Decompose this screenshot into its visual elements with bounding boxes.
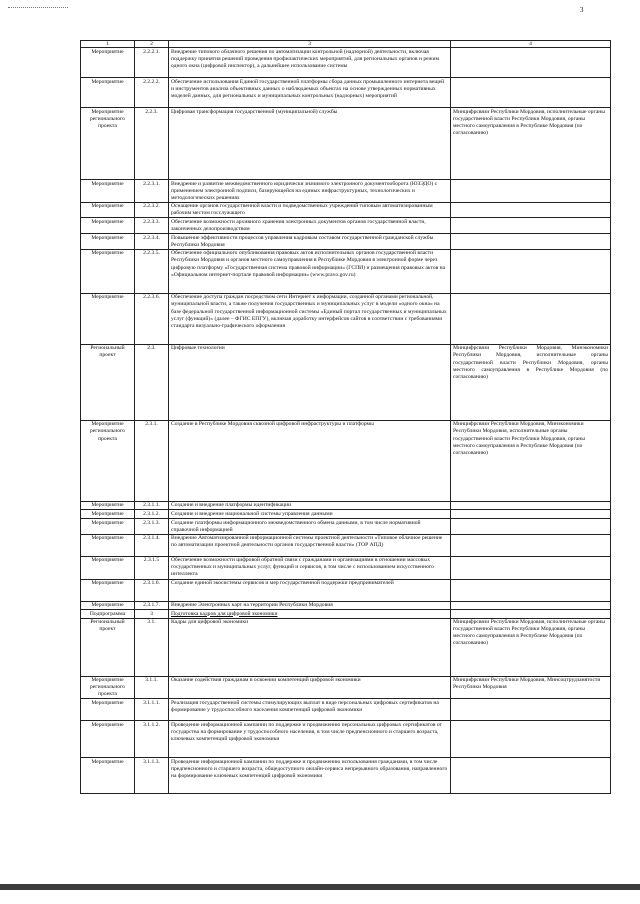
row-number-cell: 2.2.3.3. [135,218,169,234]
row-description-cell: Обеспечение официального опубликования правовых актов исполнительных органов государственной власти Республики Мордовия и органов местного самоуправления в Республике Мордовия в электронной форме через цифровую платформу «Государственная система правовой информации» (ГСПИ) и размещения правовых актов на «Официальном интернет-портале правовой информации» (www.pravo.gov.ru) [169,249,451,293]
row-type-cell: Мероприятие [81,758,135,794]
table-row [81,234,611,250]
row-number-cell: 3.1.1.1. [135,699,169,721]
row-description-cell: Внедрение типового облачного решения по автоматизации контрольной (надзорной) деятельности, включая поддержку принятия решений проведения профилактических мероприятий, для региональных органов и режим одного окна (цифровой инспектор), а дальнейшее использование системы [169,48,451,78]
column-header-2: 2 [135,41,169,48]
row-type-cell: Мероприятие [81,534,135,556]
table-row [81,676,611,699]
row-responsible-cell [451,501,611,510]
row-number-cell: 2.3.1.1. [135,501,169,510]
row-number-cell: 2.3.1.4. [135,534,169,556]
table-row [81,618,611,676]
table-row [81,420,611,501]
row-type-cell: Региональный проект [81,344,135,420]
row-responsible-cell [451,579,611,601]
row-number-cell: 2.3.1.6. [135,579,169,601]
program-measures-table [80,40,611,794]
row-responsible-cell [451,534,611,556]
row-type-cell: Мероприятие [81,180,135,203]
row-responsible-cell: Минцифрсвязи Республики Мордовия, исполнительные органы государственной власти Республики Мордовия, органы местного самоуправления в Республике Мордовия (по согласованию) [451,108,611,180]
row-type-cell: Подпрограмма [81,610,135,619]
row-description-cell: Внедрение Электронных карт на территории Республики Мордовия [169,601,451,610]
row-description-cell: Внедрение Автоматизированной информационной системы проектной деятельности «Типовое облачное решение по автоматизации проектной деятельности органов государственной власти» (ТОР АПД) [169,534,451,556]
row-description-cell: Создание единой экосистемы сервисов и мер государственной поддержки предпринимателей [169,579,451,601]
row-type-cell: Мероприятие [81,78,135,108]
table-row [81,510,611,519]
row-responsible-cell [451,202,611,218]
column-header-3: 3 [169,41,451,48]
row-number-cell: 2.2.2.1. [135,48,169,78]
row-type-cell: Мероприятие [81,218,135,234]
row-responsible-cell [451,601,611,610]
table-row [81,601,611,610]
table-row [81,180,611,203]
table-row [81,519,611,535]
table-row [81,78,611,108]
row-number-cell: 2.3.1.3. [135,519,169,535]
table-row [81,501,611,510]
row-description-cell: Повышение эффективности процессов управления кадровым составом государственной гражданской службы Республики Мордовия [169,234,451,250]
row-type-cell: Мероприятие регионального проекта [81,420,135,501]
row-type-cell: Мероприятие [81,519,135,535]
row-type-cell: Мероприятие [81,721,135,758]
row-number-cell: 3.1.1.2. [135,721,169,758]
row-description-cell: Оснащение органов государственной власти и подведомственных учреждений типовым автоматизированным рабочим местом госслужащего [169,202,451,218]
table-row [81,202,611,218]
row-responsible-cell: Минцифрсвязи Республики Мордовия, Минэкономики Республики Мордовия, исполнительные органы государственной власти Республики Мордовия, органы местного самоуправления в Республике Мордовия (по согласованию) [451,344,611,420]
row-responsible-cell [451,610,611,619]
row-type-cell: Мероприятие [81,510,135,519]
table-row [81,758,611,794]
row-type-cell: Мероприятие [81,699,135,721]
row-responsible-cell: Минцифрсвязи Республики Мордовия, Минэкономики Республики Мордовия, исполнительные органы государственной власти Республики Мордовия, органы местного самоуправления в Республике Мордовия (по согласованию) [451,420,611,501]
table-row [81,579,611,601]
row-responsible-cell [451,78,611,108]
row-responsible-cell: Минцифрсвязи Республики Мордовия, исполнительные органы государственной власти Республики Мордовия, органы местного самоуправления в Республике Мордовия (по согласованию) [451,618,611,676]
table-row [81,108,611,180]
scan-artifact-line [8,7,68,10]
row-responsible-cell [451,48,611,78]
row-type-cell: Мероприятие [81,556,135,579]
row-number-cell: 2.2.3.4. [135,234,169,250]
row-description-cell: Создание в Республике Мордовия сквозной цифровой инфраструктуры и платформы [169,420,451,501]
table-row [81,249,611,293]
row-description-cell: Кадры для цифровой экономики [169,618,451,676]
row-responsible-cell [451,699,611,721]
row-number-cell: 3.1.1. [135,676,169,699]
row-responsible-cell: Минцифрсвязи Республики Мордовия, Минсоцтрудзанятости Республики Мордовия [451,676,611,699]
row-responsible-cell [451,519,611,535]
row-description-cell: Создание платформы информационного межведомственного обмена данными, в том числе нормативной справочной информацией [169,519,451,535]
row-type-cell: Мероприятие регионального проекта [81,676,135,699]
row-type-cell: Мероприятие [81,501,135,510]
row-type-cell: Мероприятие [81,579,135,601]
scan-bottom-edge [0,884,640,890]
row-responsible-cell [451,293,611,344]
row-type-cell: Региональный проект [81,618,135,676]
row-number-cell: 2.3.1.2. [135,510,169,519]
row-number-cell: 2.3.1.7. [135,601,169,610]
row-description-cell: Обеспечение доступа граждан посредством сети Интернет к информации, созданной органами региональной, муниципальной власти, а также получения государственных и муниципальных услуг в модели «одного окна» на базе федеральной государственной информационной системы «Единый портал государственных и муниципальных услуг (функций)» (далее – ФГИС ЕПГУ), включая доработку интерфейсов сайтов в соответствии с требованиями стандарта визуально-графического оформления [169,293,451,344]
row-type-cell: Мероприятие [81,48,135,78]
row-description-cell: Внедрение и развитие межведомственного юридически значимого электронного документооборота (ЮЗЭДО) с применением электронной подписи, базирующейся на единых инфраструктурных, технологических и методологических решениях [169,180,451,203]
row-responsible-cell [451,556,611,579]
row-type-cell: Мероприятие регионального проекта [81,108,135,180]
table-row [81,699,611,721]
table-header-row [81,41,611,48]
row-type-cell: Мероприятие [81,249,135,293]
page-number: 3 [580,6,584,14]
row-description-cell: Создание и внедрение национальной системы управления данными [169,510,451,519]
row-number-cell: 2.3.1.5 [135,556,169,579]
row-description-cell: Проведение информационной кампании по поддержке и продвижению использования гражданами, в том числе предпенсионного и старшего возраста, общедоступного онлайн-сервиса непрерывного образования, направленного на формирование ключевых компетенций цифровой экономики [169,758,451,794]
table-row [81,344,611,420]
row-number-cell: 2.3.1. [135,420,169,501]
column-header-1: 1 [81,41,135,48]
row-number-cell: 2.3. [135,344,169,420]
table-row [81,556,611,579]
row-number-cell: 2.2.3.1. [135,180,169,203]
row-number-cell: 3.1. [135,618,169,676]
row-description-cell: Обеспечение возможности цифровой обратной связи с гражданами и организациями в отношении массовых государственных и муниципальных услуг, функций и сервисов, в том числе с использованием искусственного интеллекта [169,556,451,579]
row-description-cell: Реализация государственной системы стимулирующих выплат в виде персональных цифровых сертификатов на формирование у трудоспособного населения компетенций цифровой экономики [169,699,451,721]
row-number-cell: 2.2.3.6. [135,293,169,344]
row-number-cell: 2.2.3. [135,108,169,180]
row-number-cell: 2.2.3.5. [135,249,169,293]
row-description-cell: Обеспечение возможности архивного хранения электронных документов органов государственной власти, законченных делопроизводством [169,218,451,234]
row-number-cell: 2.2.3.2. [135,202,169,218]
table-row [81,218,611,234]
row-description-cell: Цифровая трансформация государственной (муниципальной) службы [169,108,451,180]
row-type-cell: Мероприятие [81,202,135,218]
column-header-4: 4 [451,41,611,48]
table-row [81,534,611,556]
table-row [81,293,611,344]
row-number-cell: 3 [135,610,169,619]
row-description-cell: Подготовка кадров для цифровой экономики [169,610,451,619]
row-number-cell: 3.1.1.3. [135,758,169,794]
row-description-cell: Обеспечение использования Единой государственной платформы сбора данных промышленного интернета вещей и инструментов анализа объективных данных о наблюдаемых объектах на основе утвержденных нормативных моделей данных, для региональных и муниципальных контрольных (надзорных) мероприятий [169,78,451,108]
row-responsible-cell [451,234,611,250]
row-responsible-cell [451,510,611,519]
row-responsible-cell [451,218,611,234]
row-number-cell: 2.2.2.2. [135,78,169,108]
row-responsible-cell [451,721,611,758]
row-responsible-cell [451,758,611,794]
row-responsible-cell [451,249,611,293]
table-row [81,610,611,619]
row-description-cell: Оказание содействия гражданам в освоении компетенций цифровой экономики [169,676,451,699]
row-description-cell: Создание и внедрение платформы идентификации [169,501,451,510]
row-description-cell: Проведение информационной кампании по поддержке и продвижению персональных цифровых сертификатов от государства на формирование у трудоспособного населения, в том числе предпенсионного и старшего возраста, ключевых компетенций цифровой экономики [169,721,451,758]
row-type-cell: Мероприятие [81,234,135,250]
row-type-cell: Мероприятие [81,293,135,344]
table-row [81,48,611,78]
row-responsible-cell [451,180,611,203]
table-row [81,721,611,758]
row-type-cell: Мероприятие [81,601,135,610]
row-description-cell: Цифровые технологии [169,344,451,420]
